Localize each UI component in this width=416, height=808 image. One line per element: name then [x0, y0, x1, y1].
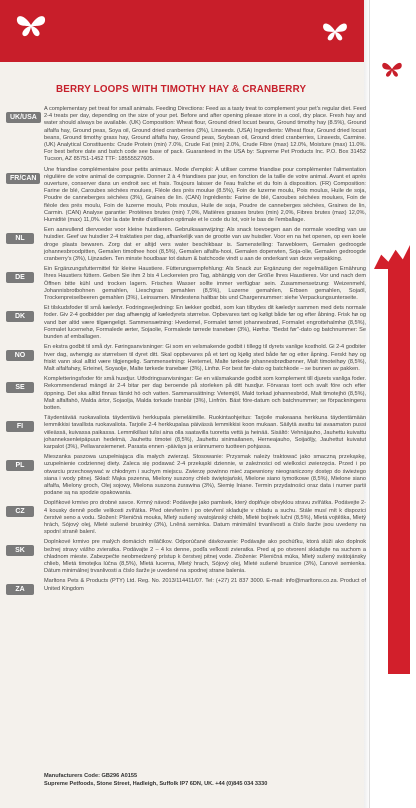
section-text: Ein Ergänzungsfuttermittel für kleine Haustiere. Fütterungsempfehlung: Als Snack zur Ergänzung der regelmäßigen Ernährung Ihres Haustiers füttern. Geben Sie ihm 2 bis 4 Leckereien pro Tag, abhängig von der Größe Ihres Haustieres. Vor und nach dem Öffnen bitte kühl und trocken lagern. Frisches Wasser sollte immer verfügbar sein. Zusammensetzung: Weizenmehl, Johannisbrotbohnen gemahlen, Lieschgras gemahlen (8,5%), Luzerne gemahlen, Erbsen gemahlen, Sojaöl, Trockenpreiselbeeren gemahlen (3%), Leinsamen. Mindestens haltbar bis und Chargennummer: siehe Verpackungsunterseite.: [44, 266, 366, 302]
section-text: Doplnkové krmivo pre malých domácich miláčikov. Odporúčané dávkovanie: Podávajte ako pochúťku, ktorá slúži ako doplnok bežnej stravy vášho zvieratka. Podávajte 2 – 4 ks denne, podľa veľkosti zvieratka. Pred aj po otvorení skladujte na suchom a chladnom mieste. Zabezpečte neobmedzený prístup k čerstvej pitnej vode. Zloženie: Pšeničná múka, Mletý sušený svätojánsky chlieb, Mletá timotejka lúčna (8,5%), Mletá lucerna, Mletý hrach, Sójový olej, Mleté sušené brusnice (3%), Ľanové semienka. Dátum minimálnej trvanlivosti a číslo šarže je uvedené na spodnej strane balenia.: [44, 539, 366, 575]
red-header-band: [0, 0, 370, 62]
language-badge: DE: [6, 272, 34, 283]
box-side-panel: [369, 0, 416, 808]
manufacturer-block: [44, 772, 364, 788]
language-section: [6, 305, 366, 341]
language-section: [6, 167, 366, 225]
language-badge: UK/USA: [6, 112, 41, 123]
red-side-stripe: [388, 262, 410, 674]
language-section: [6, 227, 366, 263]
manufacturer-address: Supreme Petfoods, Stone Street, Hadleigh, Suffolk IP7 6DN, UK. +44 (0)845 034 3330: [44, 781, 268, 787]
section-text: Marltons Pets & Products (PTY) Ltd. Reg. No. 2013/114411/07. Tel: (+27) 21 837 3000. E-mail: info@marltons.co.za. Product of United Kingdom: [44, 578, 366, 592]
language-section: [6, 454, 366, 497]
language-section: [6, 344, 366, 373]
butterfly-icon: [320, 20, 350, 42]
language-badge: SK: [6, 545, 34, 556]
butterfly-icon: [380, 60, 404, 78]
section-text: Une friandise complémentaire pour petits animaux. Mode d'emploi: À utiliser comme friandise pour complémenter l'alimentation régulière de votre animal de compagnie. Donner 2 à 4 friandises par jour, en fonction de la taille de votre animal. Avant et après ouverture, conserver dans un endroit sec et frais. Toujours laisser de l'eau fraîche et du foin à disposition. (FR) Composition: Farine de blé, Caroubes séchées moulues, Fléole des prés moulue (8.5%), Foin de luzerne moulu, Pois moulus, Huile de soja, Poudre de canneberges séchées (3%), Graines de lin. (CAN) Ingrédients: Farine de blé, Caroubes séchées moulues, Foin de fléole des prés moulu, Foin de luzerne moulu, Pois moulus, Huile de soja, Poudre de canneberges séchées, Graines de lin, Carmin. (CAN) Analyse garantie: Protéines brutes (min) 7,0%, Matières grasses brutes (min) 2,0%, Fibres brutes (max) 12,0%, Humidité (max) 11,0%. Voir la date limite d'utilisation optimale et le code du lot, voir le bas de l'emballage.: [44, 166, 366, 224]
language-badge: DK: [6, 311, 34, 322]
language-section: [6, 266, 366, 302]
section-text: Een aanvullend diervoeder voor kleine huisdieren. Gebruiksaanwijzing: Als snack toevoegen aan de normale voeding van uw huisdier. Geef uw huisdier 2-4 traktaties per dag, afhankelijk van de grootte van uw huisdier. Voor en na het openen, op een koele droge plaats bewaren. Zorg dat er altijd vers water beschikbaar is. Samenstelling: Tarwebloem, Gemalen gedroogde johannesbroodpitten, Gemalen timothee hooi (8,5%), Gemalen alfalfa-hooi, Gemalen doperwten, Soja-olie, Gemalen gedroogde cranberry's (3%), Lijnzaden. Ten minste houdbaar tot datum & batchcode vindt u aan de onderkant van deze verpakking.: [44, 227, 366, 263]
language-badge: PL: [6, 460, 34, 471]
section-text: A complementary pet treat for small animals. Feeding Directions: Feed as a tasty treat to complement your pet's regular diet. Feed 2-4 treats per day, depending on the size of your pet. Before and after opening please store in a cool, dry place. Fresh hay and water should always be available. (UK) Composition: Wheat flour, Ground dried locust beans, Ground timothy hay (8.5%), Ground alfalfa hay, Ground peas, Soya oil, Ground dried cranberries (3%), Linseeds. (USA) Ingredients: Wheat flour, Ground dried locust beans, Ground timothy grass hay, Ground alfalfa hay, Ground peas, Soybean oil, Ground dried cranberries, Linseeds, Carmine. (UK) Analytical Constituents: Crude Protein (min) 7.0%, Crude Fat (min) 2.0%, Crude Fibre (max) 12.0%, Moisture (max) 11.0%. For best before date and batch code see base of pack. Guaranteed in the USA by: Supreme Pet Products Inc. P.O. Box 31452 Tucson, AZ 85751-1452 TTF: 18555527605.: [44, 106, 366, 163]
language-badge: SE: [6, 382, 34, 393]
label-sections: [6, 106, 366, 599]
language-section: [6, 106, 366, 164]
section-text: Kompletteringsfoder för små husdjur. Utfodringsanvisningar: Ge en välsmakande godbit som komplement till djurets vanliga foder. Rekommenderad mängd är 2-4 bitar per dag beroende på storleken på ditt husdjur. Förvaras torrt och svalt före och efter öppning. Det ska alltid finnas färskt hö och vatten. Sammansättning: Vetemjöl, Mald torkad johannesbröd, Malt timotejhö (8,5%), Malt alfalfahö, Malda ärtor, Sojaolja, Malda torkade tranbär (3%), Linfrön. Bäst före-datum och batchnummer; se förpackningens botten.: [44, 376, 366, 411]
language-badge: CZ: [6, 506, 34, 517]
language-badge: NL: [6, 233, 34, 244]
language-section: [6, 539, 366, 575]
product-title: BERRY LOOPS WITH TIMOTHY HAY & CRANBERRY: [56, 84, 307, 95]
section-text: Mieszanka paszowa uzupełniająca dla małych zwierząt. Stosowanie: Przysmak należy traktować jako smaczną przekąskę, uzupełnienie codziennej diety. Zaleca się podawać 2-4 przekąski dziennie, w zależności od wielkości zwierzęcia. Przed i po otwarciu przechowywać w chłodnym i suchym miejscu. Zwierzę powinno mieć zapewniony nieograniczony dostęp do świeżego siana i wody pitnej. Skład: Mąka pszenna, Mielony suszony chleb świętojański, Mielone siano tymotkowe (8,5%), Mielone siano alfalfa, Mielony groch, Olej sojowy, Mielona suszona żurawina (3%), Siemię Iniane. Termin przydatności oraz data i numer partii podane są na spodzie opakowania.: [44, 454, 366, 497]
manufacturer-code: Manufacturers Code: GB296 A0155: [44, 773, 138, 779]
section-text: En ekstra godbit til små dyr. Føringsanvisninger: Gi som en velsmakende godbit i tillegg til dyrets vanlige kosthold. Gi 2-4 godbiter hver dag, avhengig av størrelsen til dyret ditt. Skal oppbevares på et tørt og kjølig sted både før og etter åpning. Ferskt høy og friskt vann skal alltid være tilgjengelig. Sammensetning: Hvetemel, Malte tørkede johannesbrødbønner, Malt timoteihøy (8,5%), Malt alfalfahøy, Erteinel, Soyaolje, Malte tørkede tranebær (3%), Linfrø. For best før-dato og batchkode – se bunnen av pakken.: [44, 344, 366, 372]
red-side-splash: [374, 245, 410, 269]
butterfly-icon: [14, 12, 48, 38]
language-section: [6, 578, 366, 596]
language-section: [6, 376, 366, 412]
language-section: [6, 415, 366, 451]
section-text: Doplňkové krmivo pro drobné savce. Krmný návod: Podávejte jako pamlsek, který doplňuje obvyklou stravu zvířátka. Podávejte 2-4 kousky denně podle velikosti zvířátka. Před otevřením i po otevření skladujte v chladu a suchu. Stále musí mít k dispozici čerstvé seno a vodu. Složení: Pšeničná mouka, Mletý sušený svatojánský chléb, Mleté bojínek luční (8,5%), Mletá vojtěška, Mletý hrách, Sójový olej, Mleté sušené brusinky (3%), Lněná semínka. Datum minimální trvanlivosti a číslo šarže jsou uvedeny na spodní straně balení.: [44, 500, 366, 536]
language-badge: FR/CAN: [6, 173, 40, 184]
language-badge: NO: [6, 350, 34, 361]
section-text: Täydentävää ruokavaliota täydentävä herkkupala pieneläimille. Ruokintaohjeitus: Tarjoile makeaana herkkuna täydentämään lemmikkisi tavallista ruokavaliota. Tarjoile 2-4 herkkupalaa päivässä lemmikkisi koon mukaan. Säilytä avattu tai avaamaton pussi viileässä, kuivassa paikassa. Lemmikillasi tulisi aina olla saatavilla tuoretta vettä ja heinää. Sisältö: Vehnäjauho, Jauhettu kuivattu johanneksenleipäpuun hedelmä, Jauhettu timotei (8,5%), Jauhettu sinimailanen, Herneajauho, Soijaöljy, Jauhettut kuivatut karpalot (3%), Pellavansiemenet. Parasta ennen -päiväys ja erännumero tuotteen pohjassa.: [44, 415, 366, 450]
section-text: Et tilskudsfoder til små kæledyr. Fodringsvejledning: En lækker godbid, som kan tilbydes dit kæledyr sammen med dets normale foder. Giv 2-4 godbidder per dag afhængig af kæledyrets størrelse. Opbevares tørt og køligt både før og efter åbning. Frisk hø og vand bør altid være tilgængeligt. Sammensætning: Hvedemel, Formalet tørret johannesbrød, Formalet engrottehalmhø (8,5%), Formalet lucernehø, Formalede ærter, Sojaolie, Formalede tørrede tranebær (3%), Hørfrø. "Bedst før"-dato og batchnummer: Se bunden af emballagen.: [44, 305, 366, 341]
language-badge: ZA: [6, 584, 34, 595]
language-section: [6, 500, 366, 536]
language-badge: FI: [6, 421, 34, 432]
